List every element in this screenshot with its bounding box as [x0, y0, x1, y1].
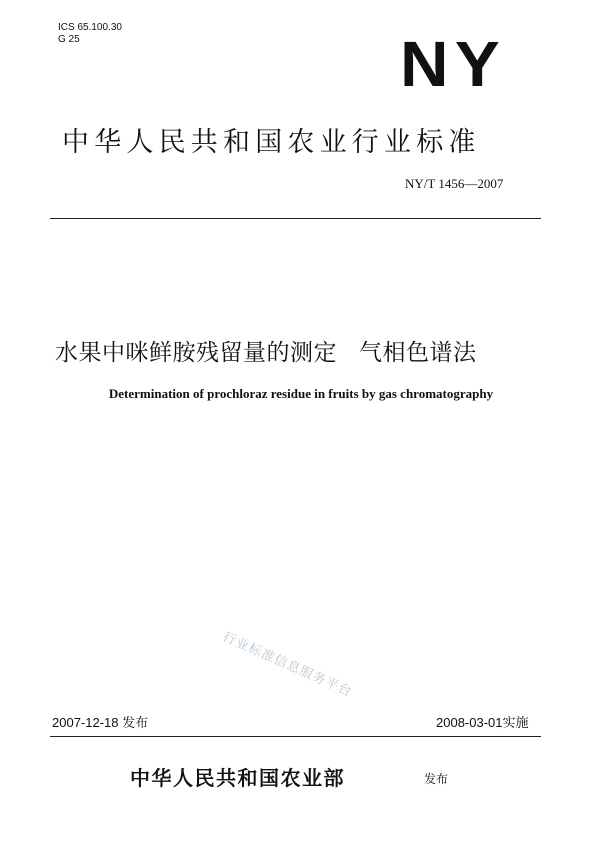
title-cn-part2: 气相色谱法 — [359, 340, 477, 366]
watermark: 行业标准信息服务平台 — [220, 629, 355, 701]
issue-label: 发布 — [122, 715, 149, 730]
implement-date: 2008-03-01 — [436, 715, 503, 730]
bottom-divider — [50, 736, 541, 737]
standard-title: 中华人民共和国农业行业标准 — [62, 127, 481, 158]
document-title-en: Determination of prochloraz residue in fruits by gas chromatography — [108, 386, 494, 401]
standard-number: NY/T 1456—2007 — [405, 176, 504, 191]
ics-code: ICS 65.100.30 — [58, 22, 122, 33]
implement-label: 实施 — [502, 715, 529, 730]
issue-date: 2007-12-18 — [52, 715, 119, 730]
title-cn-part1: 水果中咪鲜胺残留量的测定 — [55, 340, 337, 366]
top-divider — [50, 218, 541, 219]
implement-date-line — [436, 712, 529, 731]
issuing-ministry: 中华人民共和国农业部 — [130, 766, 345, 790]
issue-date-line — [52, 712, 148, 731]
class-code: G 25 — [58, 34, 80, 45]
document-title-cn — [55, 334, 477, 367]
classification-codes — [58, 22, 122, 46]
publish-label: 发布 — [424, 772, 449, 786]
ny-logo: NY — [400, 28, 506, 100]
